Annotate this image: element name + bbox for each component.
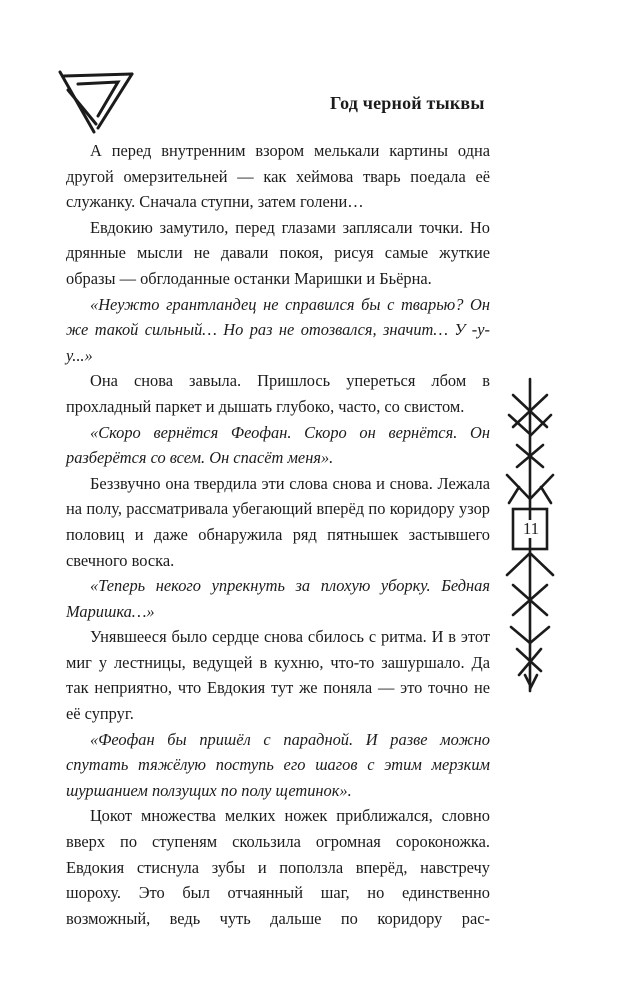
italic-thought: «Феофан бы пришёл с парадной. И разве можно спутать тяжёлую поступь его шагов с этим мерзким шуршанием ползущих по полу щетинок».	[66, 729, 490, 800]
italic-thought: «Теперь некого упрекнуть за плохую уборку. Бедная Маришка…»	[66, 576, 490, 621]
triangle-logo-icon	[58, 62, 138, 134]
page-text	[66, 138, 490, 931]
paragraph: Унявшееся было сердце снова сбилось с ритма. И в этот миг у лестницы, ведущей в кухню, что-то зашуршало. Да так неприятно, что Евдокия тут же поняла — это точно не её супруг.	[66, 627, 490, 724]
italic-thought: «Неужто грантландец не справился бы с тварью? Он же такой сильный… Но раз не отозвался, значит… У -у-у...»	[66, 294, 490, 365]
paragraph: Беззвучно она твердила эти слова снова и снова. Лежала на полу, рассматривала убегающий вперёд по коридору узор половиц и даже обнаружила ряд пятнышек застывшего свечного воска.	[66, 473, 490, 570]
paragraph: Цокот множества мелких ножек приближался, словно вверх по ступеням скользила огромная сороконожка. Евдокия стиснула зубы и поползла вперёд, навстречу шороху. Это был отчаянный шаг, но единственно возможный, ведь чуть дальше по коридору рас-	[66, 806, 490, 928]
paragraph: А перед внутренним взором мелькали картины одна другой омерзительней — как хеймова тварь поедала её служанку. Сначала ступни, затем голени…	[66, 141, 490, 212]
paragraph: Евдокию замутило, перед глазами заплясали точки. Но дрянные мысли не давали покоя, рисуя самые жуткие образы — обглоданные останки Маришки и Бьёрна.	[66, 217, 490, 288]
italic-thought: «Скоро вернётся Феофан. Скоро он вернётся. Он разберётся со всем. Он спасёт меня».	[66, 422, 490, 468]
paragraph: Она снова завыла. Пришлось упереться лбом в прохладный паркет и дышать глубоко, часто, со свистом.	[66, 371, 490, 416]
running-title: Год черной тыквы	[330, 93, 485, 113]
page-number: 11	[517, 520, 545, 538]
